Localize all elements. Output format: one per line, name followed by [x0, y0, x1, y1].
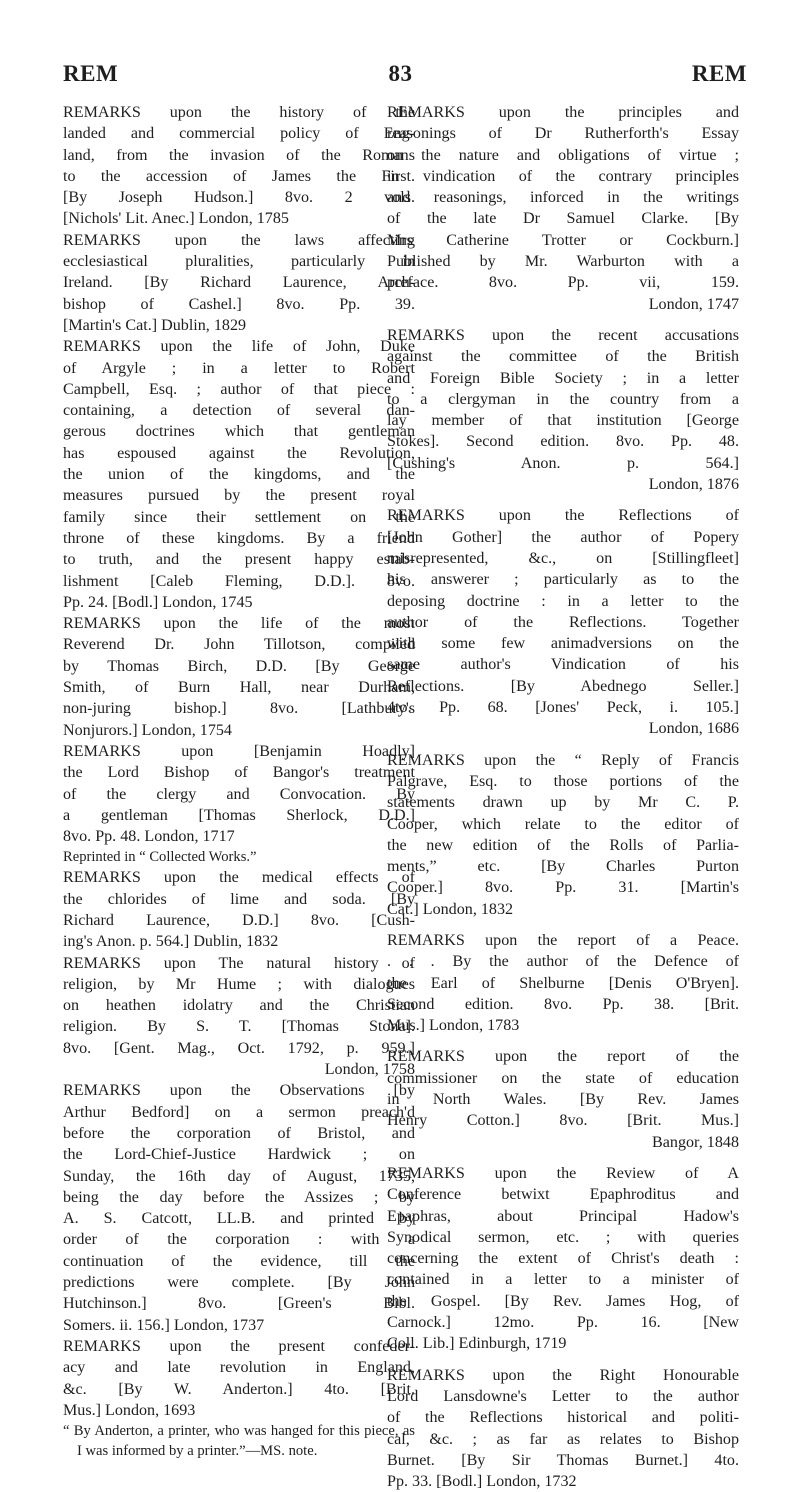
left-column	[63, 102, 415, 1461]
entry-line: cal, &c. ; as far as relates to Bishop	[387, 1430, 739, 1448]
entry-line: Cat.] London, 1832	[387, 900, 514, 918]
entry-line: his answerer ; particularly as to the	[387, 571, 739, 589]
entry-line: with some few animadversions on the	[387, 635, 739, 653]
entry-line: the new edition of the Rolls of Parlia-	[387, 836, 739, 854]
entry-line: reasonings of Dr Rutherforth's Essay	[387, 125, 739, 143]
entry-line: REMARKS upon the principles and	[387, 104, 739, 121]
entry-line: lay member of that institution [George	[387, 412, 739, 430]
entry-line: REMARKS upon the Right Honourable	[387, 1366, 739, 1384]
entry-line: REMARKS upon the Observations [by	[63, 1082, 415, 1100]
entry-line: Epaphras, about Principal Hadow's	[387, 1207, 739, 1225]
entry-line: by Thomas Birch, D.D. [By George	[63, 657, 415, 675]
entry-line: Carnock.] 12mo. Pp. 16. [New	[387, 1314, 739, 1332]
catalogue-entry	[63, 741, 415, 867]
entry-line: REMARKS upon the recent accusations	[387, 326, 739, 344]
catalogue-entry	[63, 613, 415, 741]
catalogue-entry	[63, 1080, 415, 1336]
catalogue-entry	[63, 1336, 415, 1461]
entry-line: land, from the invasion of the Romans	[63, 146, 415, 164]
entry-line: order of the corporation : with a	[63, 1231, 415, 1249]
entry-line: Lord Lansdowne's Letter to the author	[387, 1387, 739, 1405]
entry-line: of the late Dr Samuel Clarke. [By	[387, 210, 739, 228]
entry-line: Second edition. 8vo. Pp. 38. [Brit.	[387, 995, 739, 1013]
entry-line: misrepresented, &c., on [Stillingfleet]	[387, 549, 739, 567]
entry-line: author of the Reflections. Together	[387, 613, 739, 631]
entry-line: Pp. 24. [Bodl.] London, 1745	[63, 593, 253, 611]
entry-line: lishment [Caleb Fleming, D.D.]. 8vo.	[63, 572, 415, 590]
entry-line: deposing doctrine : in a letter to the	[387, 592, 739, 610]
catalogue-entry	[387, 325, 739, 495]
running-head-left: REM	[63, 61, 119, 86]
entry-line: . . . By the author of the Defence of	[387, 953, 739, 971]
entry-line: of the clergy and Convocation. By	[63, 785, 415, 803]
catalogue-entry	[387, 750, 739, 920]
entry-line: to a clergyman in the country from a	[387, 390, 739, 408]
entry-line: Published by Mr. Warburton with a	[387, 253, 739, 271]
entry-line: Mus.] London, 1783	[387, 1017, 520, 1035]
catalogue-entry	[63, 336, 415, 613]
entry-line: ing's Anon. p. 564.] Dublin, 1832	[63, 933, 279, 951]
catalogue-entry	[63, 867, 415, 952]
entry-line: REMARKS upon [Benjamin Hoadly]	[63, 742, 415, 760]
entry-line: Mus.] London, 1693	[63, 1401, 196, 1419]
entry-line: the union of the kingdoms, and the	[63, 466, 415, 484]
entry-line: Cooper, which relate to the editor of	[387, 815, 739, 833]
entry-line: Campbell, Esq. ; author of that piece :	[63, 380, 415, 398]
entry-line: acy and late revolution in England,	[63, 1359, 415, 1377]
catalogue-entry	[387, 1046, 739, 1152]
entry-imprint: London, 1747	[648, 295, 739, 313]
entry-line: REMARKS upon the history of the	[63, 104, 415, 121]
entry-line: REMARKS upon the report of a Peace.	[387, 931, 739, 949]
entry-line: the Earl of Shelburne [Denis O'Bryen].	[387, 974, 739, 992]
entry-imprint: London, 1758	[324, 1061, 415, 1079]
entry-line: the Lord Bishop of Bangor's treatment	[63, 764, 415, 782]
entry-note: “ By Anderton, a printer, who was hanged for this piece, as I was informed by a printer.”—MS. note.	[63, 1423, 415, 1460]
entry-line: and reasonings, inforced in the writings	[387, 189, 739, 207]
entry-line: against the committee of the British	[387, 348, 739, 366]
entry-line: Conference betwixt Epaphroditus and	[387, 1186, 739, 1204]
entry-line: ments,” etc. [By Charles Purton	[387, 858, 739, 876]
entry-line: Stokes]. Second edition. 8vo. Pp. 48.	[387, 433, 739, 451]
entry-line: Cooper.] 8vo. Pp. 31. [Martin's	[387, 879, 739, 897]
entry-line: has espoused against the Revolution,	[63, 444, 415, 462]
entry-line: [John Gother] the author of Popery	[387, 528, 739, 546]
entry-line: REMARKS upon the “ Reply of Francis	[387, 751, 739, 769]
entry-line: [Nichols' Lit. Anec.] London, 1785	[63, 210, 289, 228]
entry-line: gerous doctrines which that gentleman	[63, 423, 415, 441]
entry-line: of Argyle ; in a letter to Robert	[63, 359, 415, 377]
entry-line: landed and commercial policy of Eng-	[63, 125, 415, 143]
entry-line: contained in a letter to a minister of	[387, 1271, 739, 1289]
entry-line: the Lord-Chief-Justice Hardwick ; on	[63, 1146, 415, 1164]
entry-line: Mrs Catherine Trotter or Cockburn.]	[387, 231, 739, 249]
entry-line: in vindication of the contrary principles	[387, 167, 739, 185]
entry-line: Pp. 33. [Bodl.] London, 1732	[387, 1473, 577, 1491]
catalogue-entry	[63, 230, 415, 336]
entry-line: in North Wales. [By Rev. James	[387, 1091, 739, 1109]
entry-line: REMARKS upon the life of John, Duke	[63, 338, 415, 356]
entry-line: commissioner on the state of education	[387, 1069, 739, 1087]
entry-line: predictions were complete. [By John	[63, 1274, 415, 1292]
entry-line: non-juring bishop.] 8vo. [Lathbury's	[63, 700, 415, 718]
page-number: 83	[388, 61, 413, 86]
entry-line: Reverend Dr. John Tillotson, compiled	[63, 636, 415, 654]
entry-line: throne of these kingdoms. By a friend	[63, 529, 415, 547]
entry-line: Burnet. [By Sir Thomas Burnet.] 4to.	[387, 1451, 739, 1469]
entry-line: statements drawn up by Mr C. P.	[387, 794, 739, 812]
entry-line: religion, by Mr Hume ; with dialogues	[63, 975, 415, 993]
entry-line: REMARKS upon the medical effects of	[63, 869, 415, 887]
entry-line: &c. [By W. Anderton.] 4to. [Brit.	[63, 1380, 415, 1398]
entry-line: religion. By S. T. [Thomas Stona].	[63, 1018, 415, 1036]
running-head-right: REM	[691, 61, 747, 86]
entry-line: [Cushing's Anon. p. 564.]	[387, 454, 739, 472]
entry-line: same author's Vindication of his	[387, 656, 739, 674]
entry-line: to the accession of James the First.	[63, 167, 415, 185]
entry-line: 8vo. [Gent. Mag., Oct. 1792, p. 959.]	[63, 1039, 415, 1057]
entry-line: [Martin's Cat.] Dublin, 1829	[63, 316, 247, 334]
entry-line: bishop of Cashel.] 8vo. Pp. 39.	[63, 295, 415, 313]
entry-note: Reprinted in “ Collected Works.”	[63, 849, 257, 866]
right-column	[387, 102, 739, 1492]
entry-line: Henry Cotton.] 8vo. [Brit. Mus.]	[387, 1112, 739, 1130]
entry-line: before the corporation of Bristol, and	[63, 1124, 415, 1142]
entry-line: containing, a detection of several dan-	[63, 402, 415, 420]
catalogue-entry	[63, 953, 415, 1081]
entry-line: Nonjurors.] London, 1754	[63, 721, 232, 739]
entry-line: measures pursued by the present royal	[63, 487, 415, 505]
entry-imprint: London, 1686	[648, 720, 739, 738]
entry-line: on heathen idolatry and the Christian	[63, 997, 415, 1015]
entry-line: Sunday, the 16th day of August, 1735,	[63, 1167, 415, 1185]
entry-line: REMARKS upon the Review of A	[387, 1164, 739, 1182]
entry-line: the chlorides of lime and soda. [By	[63, 890, 415, 908]
entry-line: Ireland. [By Richard Laurence, Arch-	[63, 274, 415, 292]
entry-line: Hutchinson.] 8vo. [Green's Bibl.	[63, 1295, 415, 1313]
catalogue-entry	[387, 102, 739, 315]
entry-line: REMARKS upon the Reflections of	[387, 507, 739, 525]
entry-line: and Foreign Bible Society ; in a letter	[387, 369, 739, 387]
catalogue-entry	[387, 1365, 739, 1492]
entry-line: to truth, and the present happy estab-	[63, 551, 415, 569]
entry-line: Richard Laurence, D.D.] 8vo. [Cush-	[63, 911, 415, 929]
entry-line: family since their settlement on the	[63, 508, 415, 526]
entry-line: REMARKS upon the report of the	[387, 1048, 739, 1066]
entry-imprint: London, 1876	[648, 476, 739, 494]
entry-line: REMARKS upon the laws affecting	[63, 231, 415, 249]
entry-line: a gentleman [Thomas Sherlock, D.D.]	[63, 806, 415, 824]
entry-line: Reflections. [By Abednego Seller.]	[387, 677, 739, 695]
entry-line: Synodical sermon, etc. ; with queries	[387, 1228, 739, 1246]
entry-line: concerning the extent of Christ's death :	[387, 1250, 739, 1268]
entry-line: Somers. ii. 156.] London, 1737	[63, 1316, 265, 1334]
entry-line: [By Joseph Hudson.] 8vo. 2 vols.	[63, 189, 415, 207]
entry-line: REMARKS upon the life of the most	[63, 615, 415, 633]
entry-line: Arthur Bedford] on a sermon preach'd	[63, 1103, 415, 1121]
catalogue-entry	[387, 930, 739, 1036]
entry-line: preface. 8vo. Pp. vii, 159.	[387, 274, 739, 292]
entry-line: of the Reflections historical and politi-	[387, 1409, 739, 1427]
entry-line: Smith, of Burn Hall, near Durham,	[63, 679, 415, 697]
entry-line: ecclesiastical pluralities, particularly in	[63, 253, 415, 271]
entry-line: Palgrave, Esq. to those portions of the	[387, 772, 739, 790]
entry-line: REMARKS upon the present confeder-	[63, 1337, 415, 1355]
entry-imprint: Bangor, 1848	[652, 1133, 739, 1151]
entry-line: Coll. Lib.] Edinburgh, 1719	[387, 1335, 567, 1353]
entry-line: continuation of the evidence, till the	[63, 1252, 415, 1270]
entry-line: A. S. Catcott, LL.B. and printed by	[63, 1210, 415, 1228]
entry-line: 8vo. Pp. 48. London, 1717	[63, 828, 235, 846]
catalogue-entry	[387, 1163, 739, 1355]
entry-line: 4to. Pp. 68. [Jones' Peck, i. 105.]	[387, 699, 739, 717]
catalogue-entry	[387, 505, 739, 739]
entry-line: on the nature and obligations of virtue ;	[387, 146, 739, 164]
entry-line: being the day before the Assizes ; by	[63, 1188, 415, 1206]
entry-line: REMARKS upon The natural history of	[63, 954, 415, 972]
entry-line: the Gospel. [By Rev. James Hog, of	[387, 1292, 739, 1310]
catalogue-entry	[63, 102, 415, 230]
